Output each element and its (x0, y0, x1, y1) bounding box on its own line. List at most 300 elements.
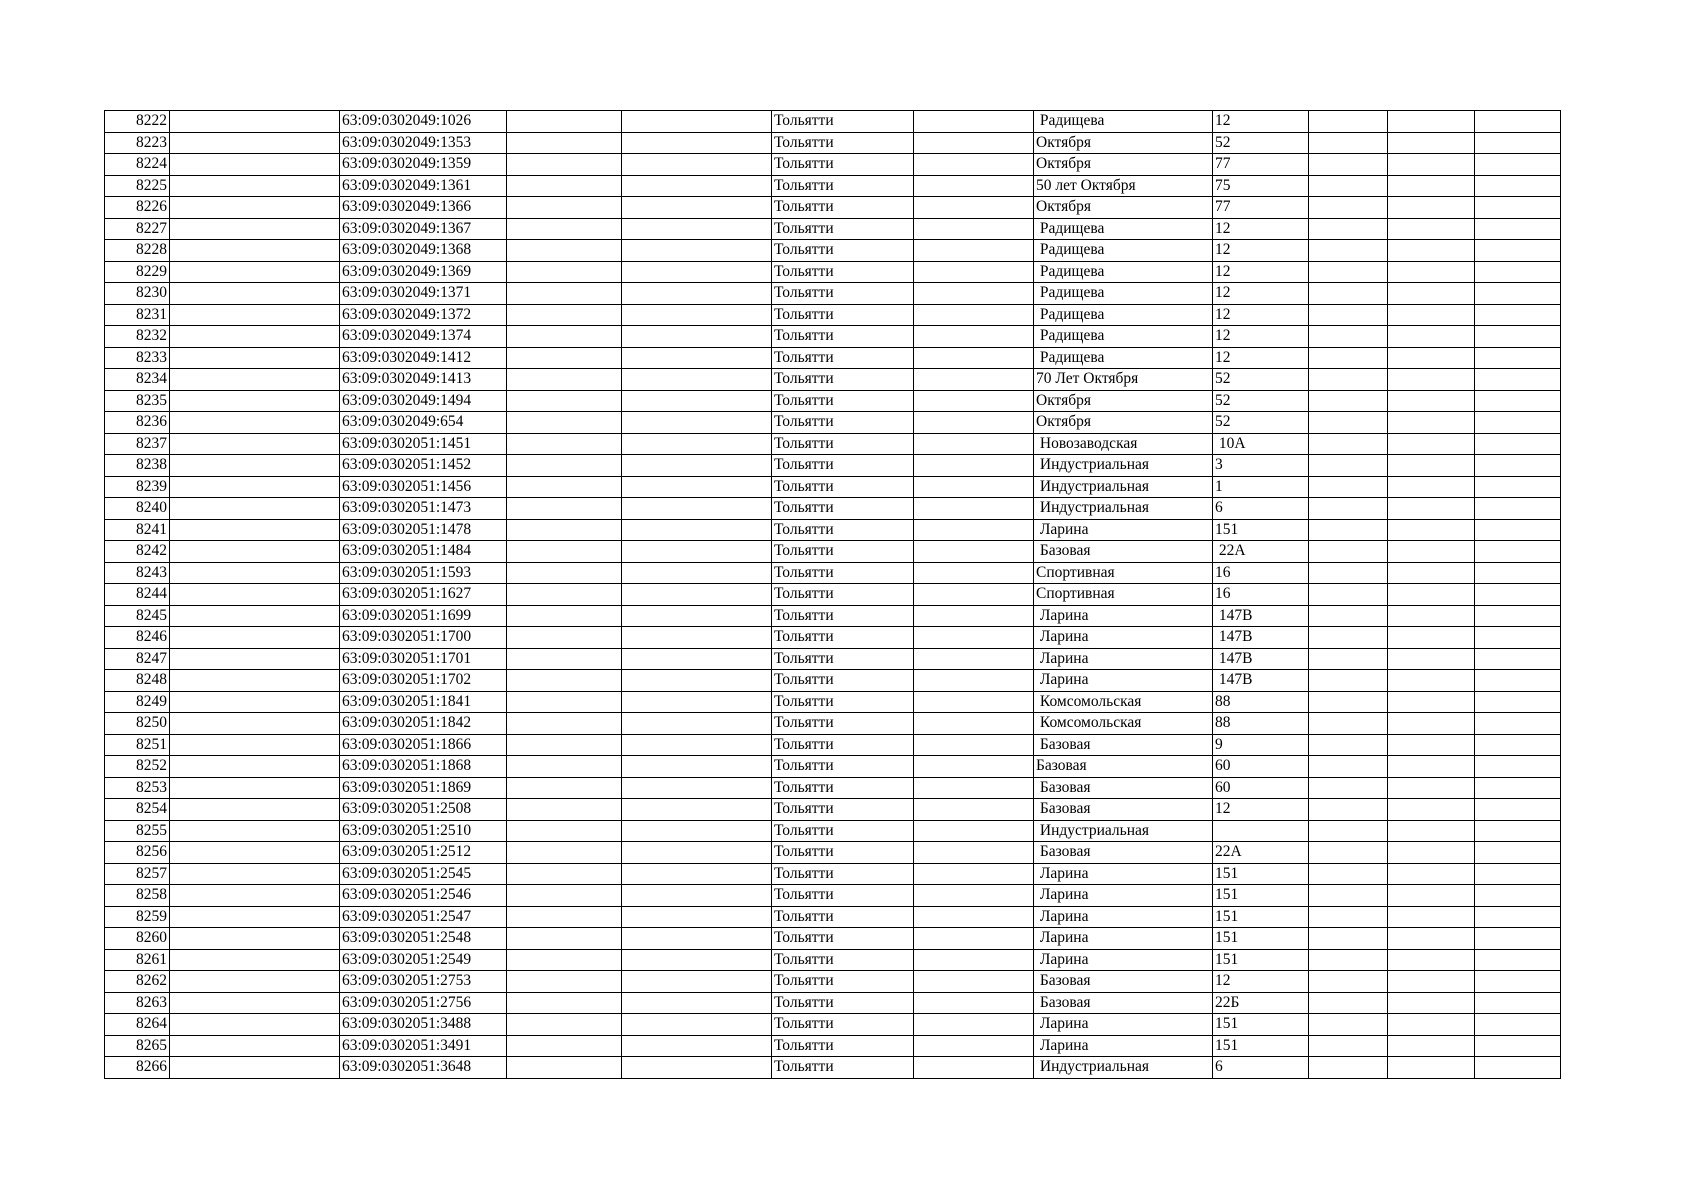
table-row (105, 455, 1561, 477)
cadastral-number-cell: 63:09:0302051:1473 (340, 498, 507, 520)
blank-cell-a (170, 928, 340, 950)
row-number-cell: 8258 (105, 885, 170, 907)
blank-cell-d (914, 713, 1034, 735)
house-number-cell: 12 (1213, 240, 1309, 262)
blank-cell-c (622, 799, 772, 821)
cadastral-number-cell: 63:09:0302051:1869 (340, 777, 507, 799)
blank-cell-b (507, 691, 622, 713)
blank-cell-c (622, 842, 772, 864)
blank-cell-a (170, 713, 340, 735)
house-number-cell: 75 (1213, 175, 1309, 197)
blank-cell-e (1309, 476, 1388, 498)
street-cell: Радищева (1034, 304, 1213, 326)
blank-cell-f (1388, 197, 1475, 219)
row-number-cell: 8244 (105, 584, 170, 606)
blank-cell-e (1309, 261, 1388, 283)
blank-cell-a (170, 605, 340, 627)
blank-cell-d (914, 627, 1034, 649)
blank-cell-f (1388, 519, 1475, 541)
blank-cell-f (1388, 777, 1475, 799)
city-cell: Тольятти (772, 713, 914, 735)
cadastral-number-cell: 63:09:0302051:1478 (340, 519, 507, 541)
blank-cell-d (914, 347, 1034, 369)
blank-cell-d (914, 949, 1034, 971)
blank-cell-b (507, 777, 622, 799)
blank-cell-f (1388, 261, 1475, 283)
house-number-cell: 77 (1213, 197, 1309, 219)
street-cell: Октября (1034, 412, 1213, 434)
blank-cell-d (914, 777, 1034, 799)
street-cell: Базовая (1034, 756, 1213, 778)
blank-cell-e (1309, 648, 1388, 670)
blank-cell-b (507, 197, 622, 219)
row-number-cell: 8230 (105, 283, 170, 305)
blank-cell-e (1309, 885, 1388, 907)
blank-cell-g (1475, 455, 1561, 477)
city-cell: Тольятти (772, 304, 914, 326)
cadastral-number-cell: 63:09:0302051:1842 (340, 713, 507, 735)
blank-cell-a (170, 498, 340, 520)
blank-cell-e (1309, 111, 1388, 133)
blank-cell-f (1388, 498, 1475, 520)
blank-cell-a (170, 519, 340, 541)
row-number-cell: 8238 (105, 455, 170, 477)
blank-cell-e (1309, 455, 1388, 477)
blank-cell-g (1475, 283, 1561, 305)
cadastral-number-cell: 63:09:0302051:2546 (340, 885, 507, 907)
blank-cell-g (1475, 197, 1561, 219)
table-row (105, 584, 1561, 606)
table-row (105, 433, 1561, 455)
blank-cell-d (914, 992, 1034, 1014)
blank-cell-c (622, 111, 772, 133)
blank-cell-g (1475, 347, 1561, 369)
street-cell: Базовая (1034, 799, 1213, 821)
row-number-cell: 8245 (105, 605, 170, 627)
blank-cell-a (170, 218, 340, 240)
table-row (105, 347, 1561, 369)
city-cell: Тольятти (772, 326, 914, 348)
house-number-cell: 12 (1213, 283, 1309, 305)
blank-cell-c (622, 992, 772, 1014)
house-number-cell: 147В (1213, 627, 1309, 649)
row-number-cell: 8251 (105, 734, 170, 756)
house-number-cell: 22А (1213, 541, 1309, 563)
house-number-cell: 16 (1213, 584, 1309, 606)
house-number-cell: 1 (1213, 476, 1309, 498)
blank-cell-d (914, 261, 1034, 283)
blank-cell-b (507, 498, 622, 520)
street-cell: Ларина (1034, 605, 1213, 627)
house-number-cell: 3 (1213, 455, 1309, 477)
blank-cell-d (914, 197, 1034, 219)
blank-cell-f (1388, 863, 1475, 885)
house-number-cell: 151 (1213, 928, 1309, 950)
blank-cell-a (170, 433, 340, 455)
blank-cell-b (507, 519, 622, 541)
row-number-cell: 8239 (105, 476, 170, 498)
cadastral-number-cell: 63:09:0302051:1866 (340, 734, 507, 756)
blank-cell-d (914, 842, 1034, 864)
blank-cell-a (170, 971, 340, 993)
cadastral-number-cell: 63:09:0302051:2545 (340, 863, 507, 885)
blank-cell-a (170, 562, 340, 584)
blank-cell-a (170, 584, 340, 606)
blank-cell-b (507, 218, 622, 240)
blank-cell-g (1475, 584, 1561, 606)
blank-cell-c (622, 820, 772, 842)
house-number-cell: 147В (1213, 605, 1309, 627)
blank-cell-e (1309, 906, 1388, 928)
street-cell: Индустриальная (1034, 1057, 1213, 1079)
table-row (105, 885, 1561, 907)
row-number-cell: 8233 (105, 347, 170, 369)
blank-cell-e (1309, 928, 1388, 950)
blank-cell-e (1309, 326, 1388, 348)
blank-cell-d (914, 971, 1034, 993)
cadastral-number-cell: 63:09:0302051:1841 (340, 691, 507, 713)
blank-cell-c (622, 627, 772, 649)
cadastral-number-cell: 63:09:0302051:2549 (340, 949, 507, 971)
row-number-cell: 8250 (105, 713, 170, 735)
blank-cell-f (1388, 605, 1475, 627)
blank-cell-f (1388, 906, 1475, 928)
blank-cell-g (1475, 1014, 1561, 1036)
blank-cell-b (507, 111, 622, 133)
blank-cell-b (507, 885, 622, 907)
blank-cell-c (622, 713, 772, 735)
cadastral-number-cell: 63:09:0302051:3491 (340, 1035, 507, 1057)
blank-cell-g (1475, 971, 1561, 993)
blank-cell-f (1388, 820, 1475, 842)
blank-cell-e (1309, 820, 1388, 842)
cadastral-number-cell: 63:09:0302049:1494 (340, 390, 507, 412)
cadastral-number-cell: 63:09:0302051:2753 (340, 971, 507, 993)
city-cell: Тольятти (772, 605, 914, 627)
cadastral-number-cell: 63:09:0302049:1412 (340, 347, 507, 369)
city-cell: Тольятти (772, 756, 914, 778)
row-number-cell: 8252 (105, 756, 170, 778)
cadastral-number-cell: 63:09:0302049:1369 (340, 261, 507, 283)
blank-cell-e (1309, 433, 1388, 455)
blank-cell-f (1388, 455, 1475, 477)
blank-cell-c (622, 605, 772, 627)
table-row (105, 111, 1561, 133)
blank-cell-b (507, 562, 622, 584)
row-number-cell: 8222 (105, 111, 170, 133)
blank-cell-a (170, 197, 340, 219)
blank-cell-g (1475, 992, 1561, 1014)
blank-cell-f (1388, 842, 1475, 864)
street-cell: Радищева (1034, 240, 1213, 262)
table-row (105, 175, 1561, 197)
row-number-cell: 8257 (105, 863, 170, 885)
row-number-cell: 8255 (105, 820, 170, 842)
table-row (105, 132, 1561, 154)
blank-cell-a (170, 476, 340, 498)
table-row (105, 928, 1561, 950)
blank-cell-b (507, 283, 622, 305)
city-cell: Тольятти (772, 584, 914, 606)
row-number-cell: 8246 (105, 627, 170, 649)
table-row (105, 261, 1561, 283)
table-row (105, 670, 1561, 692)
blank-cell-e (1309, 154, 1388, 176)
blank-cell-d (914, 519, 1034, 541)
city-cell: Тольятти (772, 928, 914, 950)
blank-cell-f (1388, 928, 1475, 950)
table-row (105, 541, 1561, 563)
blank-cell-a (170, 777, 340, 799)
blank-cell-e (1309, 756, 1388, 778)
cadastral-number-cell: 63:09:0302049:1359 (340, 154, 507, 176)
blank-cell-b (507, 1057, 622, 1079)
blank-cell-e (1309, 498, 1388, 520)
blank-cell-f (1388, 1057, 1475, 1079)
city-cell: Тольятти (772, 541, 914, 563)
house-number-cell: 151 (1213, 1014, 1309, 1036)
blank-cell-c (622, 928, 772, 950)
cadastral-number-cell: 63:09:0302051:2510 (340, 820, 507, 842)
city-cell: Тольятти (772, 433, 914, 455)
blank-cell-d (914, 132, 1034, 154)
table-row (105, 971, 1561, 993)
table-row (105, 992, 1561, 1014)
blank-cell-c (622, 863, 772, 885)
blank-cell-d (914, 734, 1034, 756)
blank-cell-f (1388, 218, 1475, 240)
blank-cell-c (622, 734, 772, 756)
blank-cell-f (1388, 111, 1475, 133)
blank-cell-a (170, 906, 340, 928)
blank-cell-f (1388, 949, 1475, 971)
row-number-cell: 8247 (105, 648, 170, 670)
blank-cell-c (622, 777, 772, 799)
blank-cell-a (170, 347, 340, 369)
blank-cell-f (1388, 132, 1475, 154)
blank-cell-f (1388, 412, 1475, 434)
blank-cell-g (1475, 390, 1561, 412)
blank-cell-b (507, 541, 622, 563)
blank-cell-b (507, 1035, 622, 1057)
cadastral-number-cell: 63:09:0302051:1484 (340, 541, 507, 563)
blank-cell-b (507, 605, 622, 627)
street-cell: Базовая (1034, 541, 1213, 563)
house-number-cell: 12 (1213, 111, 1309, 133)
row-number-cell: 8226 (105, 197, 170, 219)
blank-cell-f (1388, 734, 1475, 756)
blank-cell-f (1388, 240, 1475, 262)
blank-cell-c (622, 519, 772, 541)
city-cell: Тольятти (772, 175, 914, 197)
street-cell: Октября (1034, 132, 1213, 154)
blank-cell-d (914, 476, 1034, 498)
blank-cell-f (1388, 175, 1475, 197)
blank-cell-a (170, 734, 340, 756)
blank-cell-g (1475, 799, 1561, 821)
row-number-cell: 8227 (105, 218, 170, 240)
blank-cell-a (170, 1035, 340, 1057)
blank-cell-d (914, 863, 1034, 885)
blank-cell-g (1475, 541, 1561, 563)
blank-cell-f (1388, 562, 1475, 584)
blank-cell-d (914, 1014, 1034, 1036)
table-row (105, 842, 1561, 864)
blank-cell-b (507, 648, 622, 670)
blank-cell-c (622, 971, 772, 993)
table-row (105, 498, 1561, 520)
blank-cell-e (1309, 691, 1388, 713)
house-number-cell: 22А (1213, 842, 1309, 864)
street-cell: Индустриальная (1034, 498, 1213, 520)
blank-cell-c (622, 949, 772, 971)
blank-cell-e (1309, 584, 1388, 606)
row-number-cell: 8232 (105, 326, 170, 348)
table-row (105, 648, 1561, 670)
table-row (105, 799, 1561, 821)
blank-cell-c (622, 369, 772, 391)
blank-cell-a (170, 154, 340, 176)
blank-cell-a (170, 240, 340, 262)
blank-cell-d (914, 928, 1034, 950)
house-number-cell: 10А (1213, 433, 1309, 455)
blank-cell-a (170, 132, 340, 154)
blank-cell-d (914, 433, 1034, 455)
blank-cell-e (1309, 777, 1388, 799)
house-number-cell: 151 (1213, 885, 1309, 907)
blank-cell-a (170, 283, 340, 305)
blank-cell-e (1309, 519, 1388, 541)
blank-cell-g (1475, 777, 1561, 799)
blank-cell-f (1388, 627, 1475, 649)
cadastral-number-cell: 63:09:0302051:2756 (340, 992, 507, 1014)
street-cell: 50 лет Октября (1034, 175, 1213, 197)
blank-cell-d (914, 1035, 1034, 1057)
blank-cell-g (1475, 820, 1561, 842)
blank-cell-g (1475, 627, 1561, 649)
blank-cell-c (622, 584, 772, 606)
street-cell: Ларина (1034, 949, 1213, 971)
blank-cell-d (914, 111, 1034, 133)
table-row (105, 326, 1561, 348)
blank-cell-g (1475, 175, 1561, 197)
house-number-cell: 12 (1213, 326, 1309, 348)
row-number-cell: 8260 (105, 928, 170, 950)
row-number-cell: 8249 (105, 691, 170, 713)
blank-cell-c (622, 175, 772, 197)
blank-cell-a (170, 756, 340, 778)
cadastral-number-cell: 63:09:0302049:1368 (340, 240, 507, 262)
cadastral-number-cell: 63:09:0302051:1702 (340, 670, 507, 692)
blank-cell-f (1388, 476, 1475, 498)
table-row (105, 863, 1561, 885)
city-cell: Тольятти (772, 283, 914, 305)
table-row (105, 1057, 1561, 1079)
blank-cell-d (914, 498, 1034, 520)
street-cell: Радищева (1034, 326, 1213, 348)
table-row (105, 240, 1561, 262)
blank-cell-e (1309, 1035, 1388, 1057)
blank-cell-e (1309, 1057, 1388, 1079)
table-row (105, 154, 1561, 176)
blank-cell-c (622, 648, 772, 670)
blank-cell-b (507, 863, 622, 885)
street-cell: Базовая (1034, 971, 1213, 993)
blank-cell-f (1388, 304, 1475, 326)
house-number-cell: 151 (1213, 519, 1309, 541)
blank-cell-d (914, 906, 1034, 928)
blank-cell-a (170, 326, 340, 348)
city-cell: Тольятти (772, 412, 914, 434)
cadastral-number-cell: 63:09:0302051:2548 (340, 928, 507, 950)
table-row (105, 390, 1561, 412)
blank-cell-c (622, 1014, 772, 1036)
blank-cell-b (507, 584, 622, 606)
street-cell: Новозаводская (1034, 433, 1213, 455)
street-cell: Октября (1034, 154, 1213, 176)
city-cell: Тольятти (772, 197, 914, 219)
row-number-cell: 8248 (105, 670, 170, 692)
row-number-cell: 8242 (105, 541, 170, 563)
blank-cell-f (1388, 326, 1475, 348)
row-number-cell: 8262 (105, 971, 170, 993)
cadastral-number-cell: 63:09:0302051:1451 (340, 433, 507, 455)
blank-cell-e (1309, 347, 1388, 369)
blank-cell-b (507, 756, 622, 778)
street-cell: Радищева (1034, 261, 1213, 283)
house-number-cell: 12 (1213, 799, 1309, 821)
cadastral-number-cell: 63:09:0302049:1372 (340, 304, 507, 326)
blank-cell-d (914, 390, 1034, 412)
street-cell: Ларина (1034, 928, 1213, 950)
street-cell: Индустриальная (1034, 820, 1213, 842)
cadastral-number-cell: 63:09:0302051:3648 (340, 1057, 507, 1079)
blank-cell-a (170, 627, 340, 649)
cadastral-number-cell: 63:09:0302051:1868 (340, 756, 507, 778)
row-number-cell: 8231 (105, 304, 170, 326)
house-number-cell: 12 (1213, 304, 1309, 326)
city-cell: Тольятти (772, 519, 914, 541)
table-row (105, 713, 1561, 735)
cadastral-number-cell: 63:09:0302051:3488 (340, 1014, 507, 1036)
table-row (105, 283, 1561, 305)
blank-cell-d (914, 240, 1034, 262)
blank-cell-a (170, 863, 340, 885)
street-cell: Радищева (1034, 283, 1213, 305)
blank-cell-d (914, 218, 1034, 240)
blank-cell-b (507, 906, 622, 928)
blank-cell-g (1475, 498, 1561, 520)
city-cell: Тольятти (772, 842, 914, 864)
blank-cell-g (1475, 949, 1561, 971)
blank-cell-f (1388, 992, 1475, 1014)
blank-cell-f (1388, 541, 1475, 563)
blank-cell-a (170, 261, 340, 283)
blank-cell-a (170, 691, 340, 713)
blank-cell-e (1309, 842, 1388, 864)
blank-cell-a (170, 648, 340, 670)
house-number-cell: 22Б (1213, 992, 1309, 1014)
table-row (105, 756, 1561, 778)
blank-cell-d (914, 691, 1034, 713)
blank-cell-d (914, 605, 1034, 627)
blank-cell-a (170, 949, 340, 971)
blank-cell-c (622, 455, 772, 477)
house-number-cell: 88 (1213, 691, 1309, 713)
blank-cell-a (170, 799, 340, 821)
blank-cell-g (1475, 1035, 1561, 1057)
blank-cell-g (1475, 154, 1561, 176)
